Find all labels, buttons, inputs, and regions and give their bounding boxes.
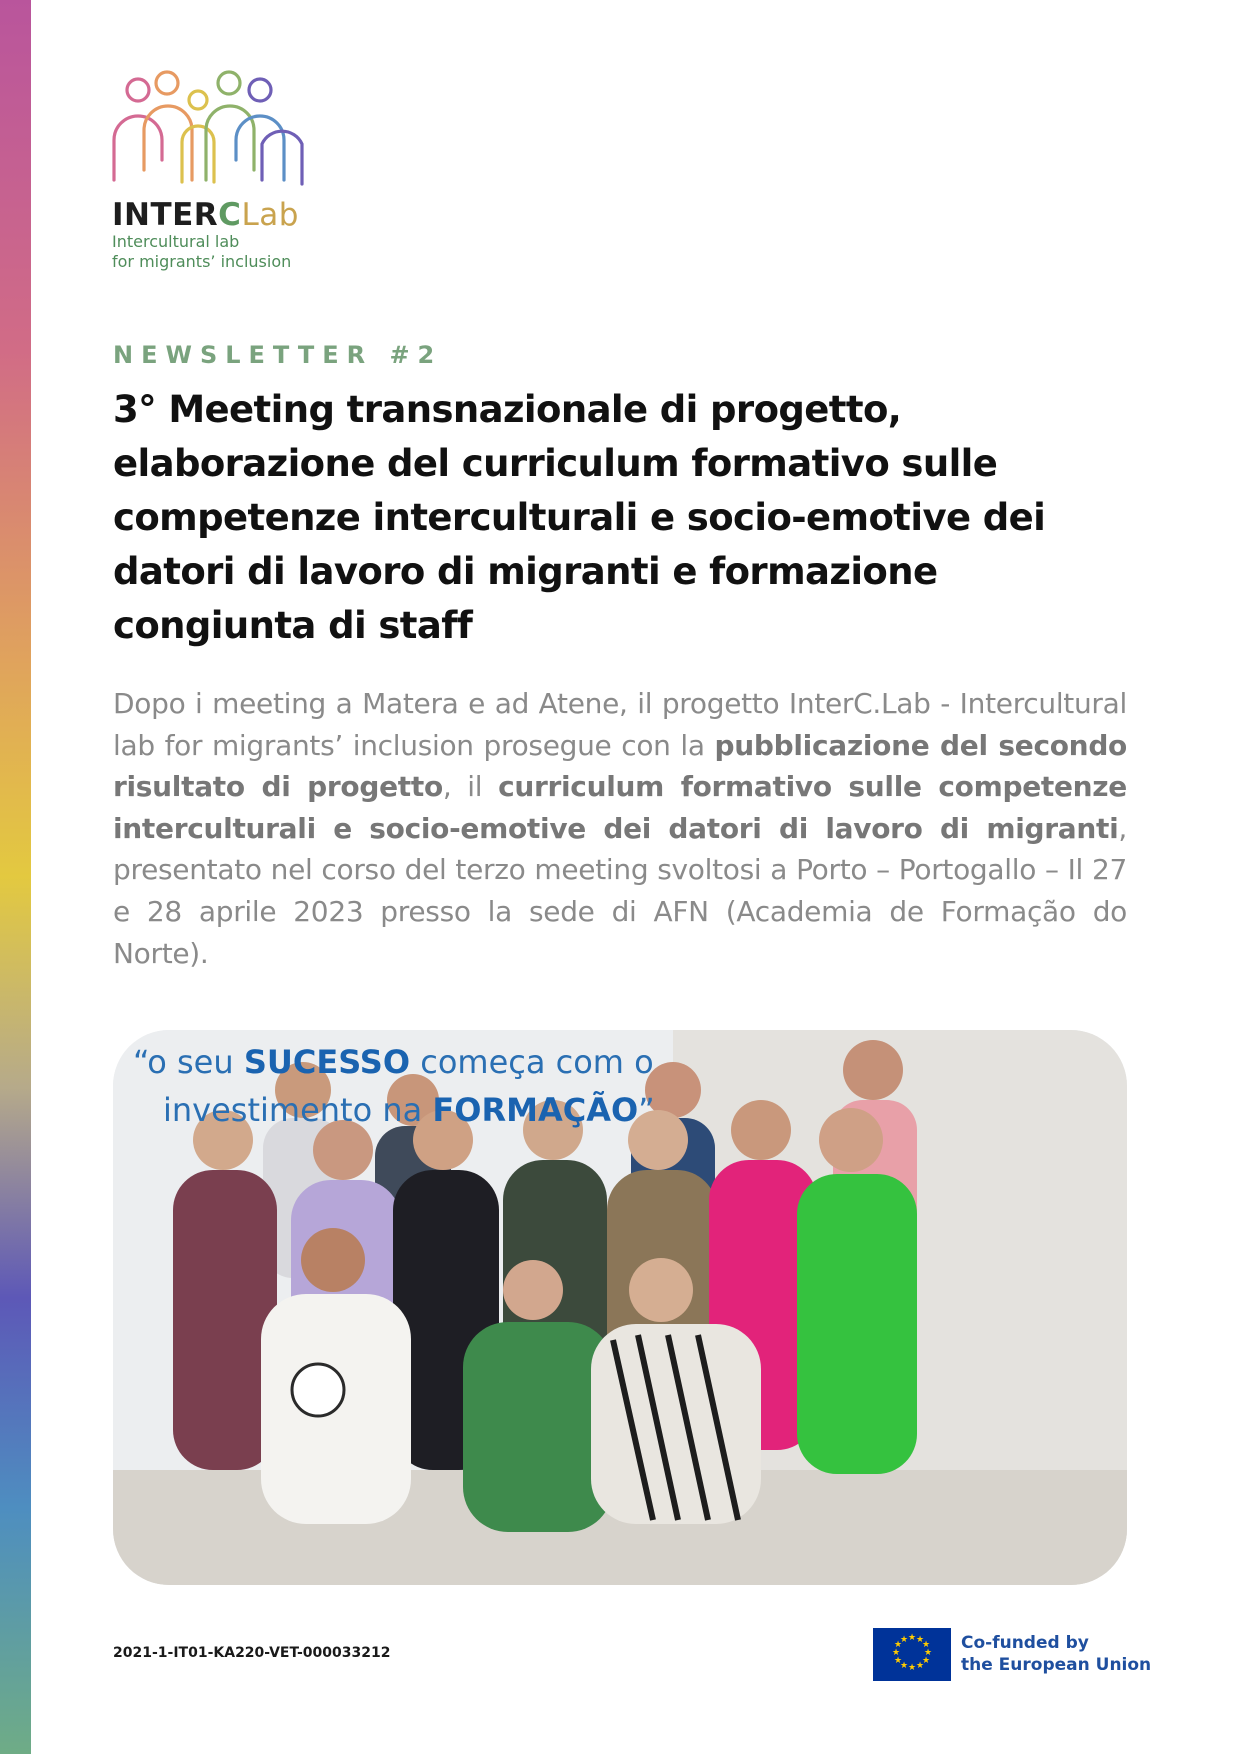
slogan-text-4: ” <box>638 1091 655 1129</box>
svg-text:★: ★ <box>915 1635 925 1645</box>
svg-text:★: ★ <box>899 1635 909 1645</box>
svg-text:★: ★ <box>915 1661 925 1671</box>
eu-funding-text <box>961 1632 1151 1676</box>
svg-text:★: ★ <box>921 1656 931 1666</box>
intro-bold-1: pubblicazione del secondo risultato di progetto <box>113 728 1127 804</box>
svg-text:★: ★ <box>891 1648 901 1658</box>
wall-slogan <box>133 1038 655 1134</box>
svg-text:★: ★ <box>899 1661 909 1671</box>
logo-word-inter: INTER <box>112 197 219 233</box>
eu-text-line-2: the European Union <box>961 1655 1152 1675</box>
slogan-bold-1: SUCESSO <box>243 1043 411 1081</box>
logo-word-c: C <box>218 197 242 233</box>
logo-wordmark <box>112 198 312 232</box>
page-title: 3° Meeting transnazionale di progetto, elaborazione del curriculum formativo sulle competenze interculturali e socio-emotive dei datori di lavoro di migranti e formazione congiunta di staff <box>113 388 1046 647</box>
svg-text:★: ★ <box>923 1648 933 1658</box>
logo-tagline-2: for migrants’ inclusion <box>112 252 292 271</box>
svg-text:★: ★ <box>907 1633 917 1643</box>
intro-text-3: , presentato nel corso del terzo meeting svoltosi a Porto – Portogallo – Il 27 e 28 aprile 2023 presso la sede di AFN (Academia de Formação do Norte). <box>113 811 1127 970</box>
newsletter-label: NEWSLETTER #2 <box>113 341 443 369</box>
eu-text-line-1: Co-funded by <box>961 1633 1089 1653</box>
intro-bold-2: curriculum formativo sulle competenze interculturali e socio-emotive dei datori di lavoro di migranti <box>113 770 1127 845</box>
intro-paragraph <box>113 683 1127 974</box>
intro-text-1: Dopo i meeting a Matera e ad Atene, il progetto InterC.Lab - Intercultural lab for migrants’ inclusion prosegue con la <box>113 687 1127 762</box>
slogan-text-1: “o seu <box>133 1043 244 1081</box>
slogan-bold-2: FORMAÇÃO <box>432 1091 639 1129</box>
slogan-text-2: começa com o <box>410 1043 654 1081</box>
eu-funding-badge <box>873 1628 1152 1684</box>
slogan-text-3: investimento na <box>163 1091 433 1129</box>
group-photo <box>113 1030 1127 1585</box>
interclab-logo <box>112 70 312 272</box>
wall-slogan-line-1 <box>133 1038 655 1086</box>
svg-text:★: ★ <box>921 1640 931 1650</box>
svg-text:★: ★ <box>893 1640 903 1650</box>
intro-text-2: , il <box>442 770 499 804</box>
people-logo-icon <box>112 70 308 190</box>
svg-text:★: ★ <box>907 1663 917 1673</box>
wall-slogan-line-2 <box>133 1086 655 1134</box>
svg-text:★: ★ <box>893 1656 903 1666</box>
logo-tagline-1: Intercultural lab <box>112 232 240 251</box>
logo-word-lab: Lab <box>241 197 299 233</box>
rainbow-side-bar <box>0 0 31 1754</box>
project-code: 2021-1-IT01-KA220-VET-000033212 <box>113 1645 391 1661</box>
eu-flag-icon <box>873 1628 951 1681</box>
